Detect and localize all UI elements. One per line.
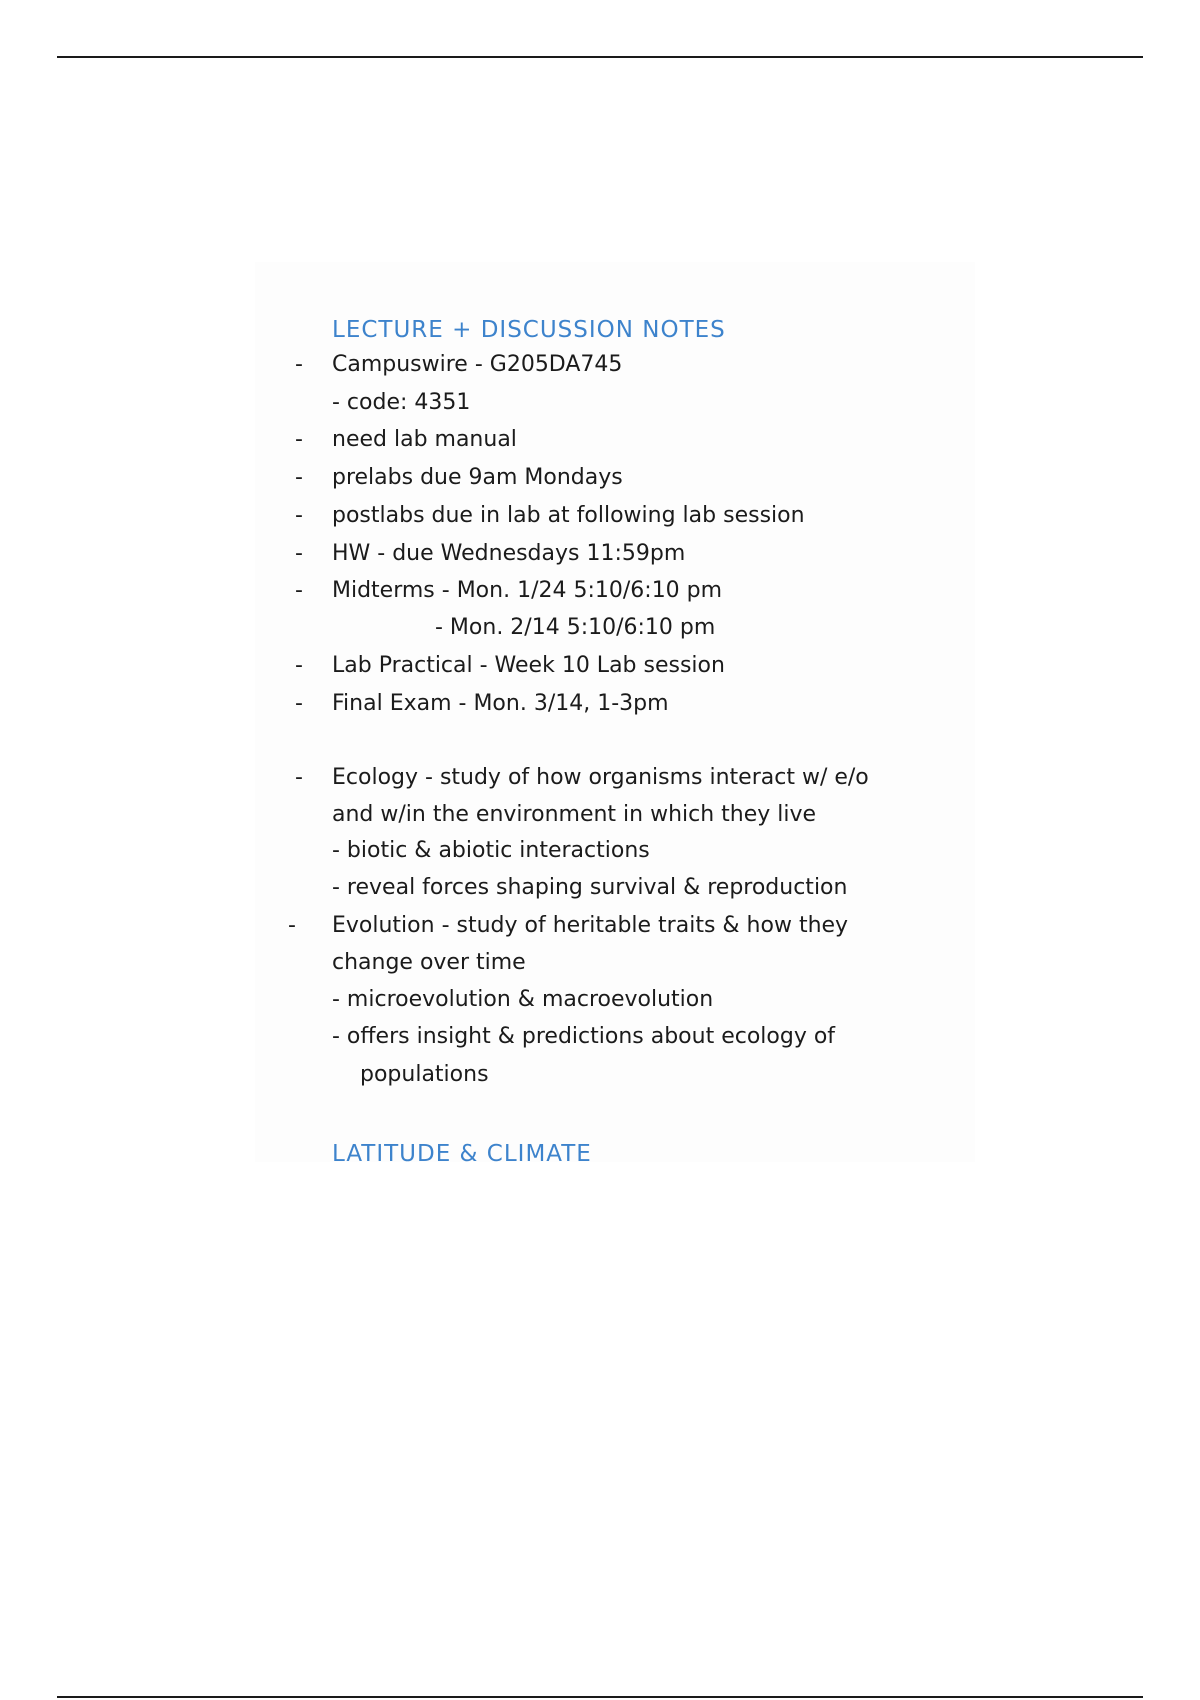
next-section-heading: LATITUDE & CLIMATE (332, 1141, 592, 1167)
note-line: - offers insight & predictions about ecology of (332, 1024, 836, 1049)
note-line: need lab manual (332, 427, 517, 452)
note-line: - code: 4351 (332, 390, 471, 415)
bullet-dash: - (295, 653, 303, 678)
bullet-dash: - (295, 765, 303, 790)
handwritten-notes-image (255, 262, 975, 1167)
notes-heading: LECTURE + DISCUSSION NOTES (332, 317, 726, 343)
bullet-dash: - (295, 465, 303, 490)
note-line: HW - due Wednesdays 11:59pm (332, 541, 686, 566)
note-line: - biotic & abiotic interactions (332, 838, 650, 863)
note-line: prelabs due 9am Mondays (332, 465, 623, 490)
note-line: Ecology - study of how organisms interact w/ e/o (332, 765, 869, 790)
note-line: Final Exam - Mon. 3/14, 1-3pm (332, 691, 669, 716)
note-line: change over time (332, 950, 526, 975)
note-line: - reveal forces shaping survival & reproduction (332, 875, 848, 900)
bullet-dash: - (295, 691, 303, 716)
bullet-dash: - (295, 427, 303, 452)
note-line: and w/in the environment in which they live (332, 802, 817, 827)
note-line: Evolution - study of heritable traits & how they (332, 913, 849, 938)
note-line: postlabs due in lab at following lab session (332, 503, 805, 528)
note-line: Lab Practical - Week 10 Lab session (332, 653, 725, 678)
note-line: - microevolution & macroevolution (332, 987, 714, 1012)
header-rule (57, 56, 1143, 58)
bullet-dash: - (295, 541, 303, 566)
note-line: Midterms - Mon. 1/24 5:10/6:10 pm (332, 578, 723, 603)
bullet-dash: - (295, 503, 303, 528)
footer-rule (57, 1696, 1143, 1698)
bullet-dash: - (295, 352, 303, 377)
note-line: Campuswire - G205DA745 (332, 352, 623, 377)
note-line: - Mon. 2/14 5:10/6:10 pm (435, 615, 716, 640)
note-line: populations (360, 1062, 489, 1087)
bullet-dash: - (295, 578, 303, 603)
bullet-dash: - (288, 913, 296, 938)
